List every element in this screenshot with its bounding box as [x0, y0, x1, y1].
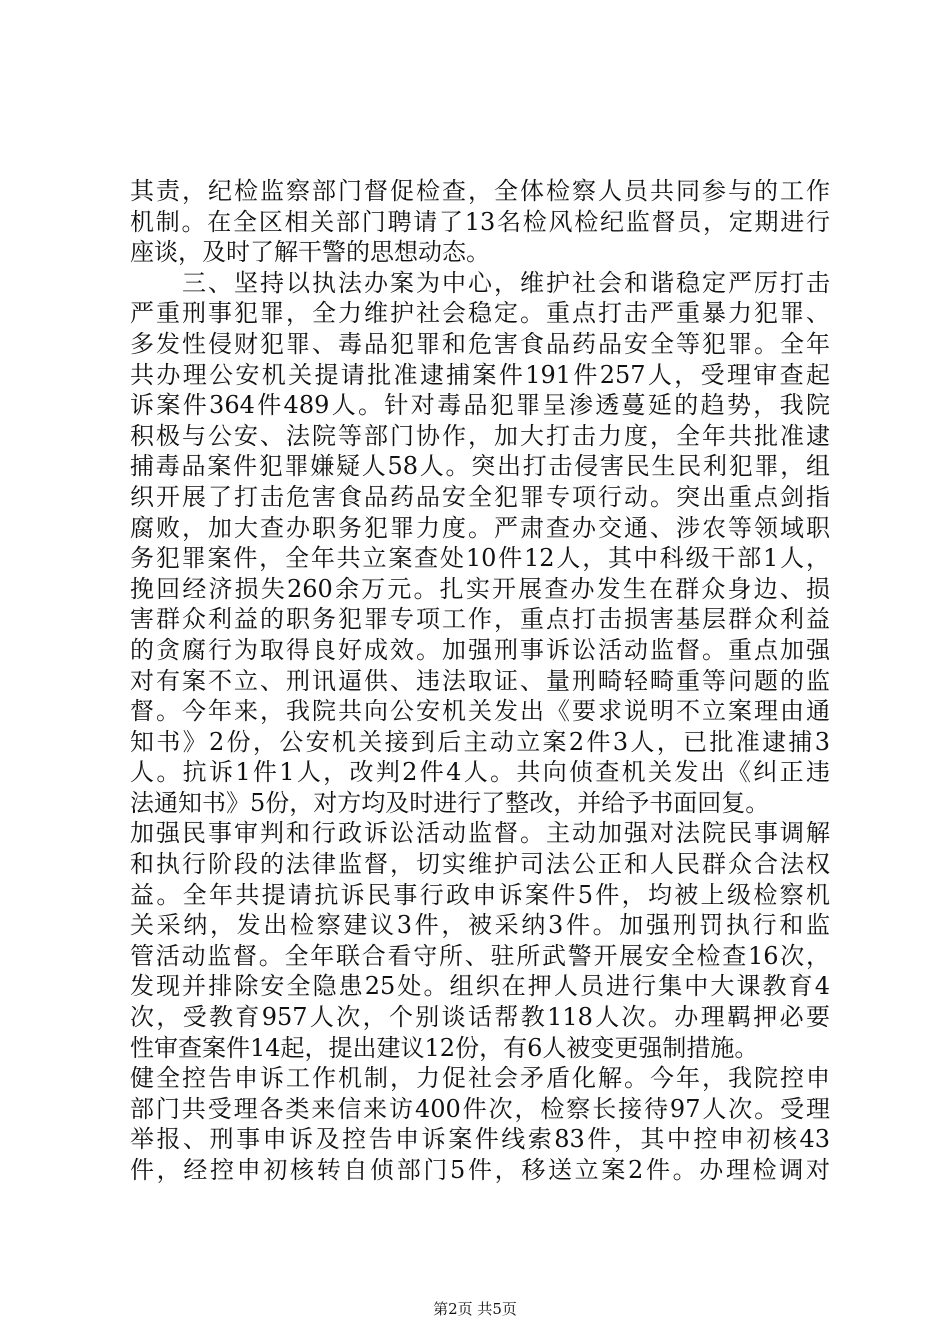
- text-line: 机制。在全区相关部门聘请了13名检风检纪监督员，定期进行: [130, 207, 830, 236]
- text-line: 益。全年共提请抗诉民事行政申诉案件5件，均被上级检察机: [130, 880, 830, 909]
- text-line: 多发性侵财犯罪、毒品犯罪和危害食品药品安全等犯罪。全年: [130, 329, 830, 358]
- text-line: 发现并排除安全隐患25处。组织在押人员进行集中大课教育4: [130, 972, 830, 1001]
- text-line: 共办理公安机关提请批准逮捕案件191件257人，受理审查起: [130, 360, 830, 389]
- text-line: 举报、刑事申诉及控告申诉案件线索83件，其中控申初核43: [130, 1125, 830, 1154]
- text-line: 次，受教育957人次，个别谈话帮教118人次。办理羁押必要: [130, 1003, 830, 1032]
- text-line: 人。抗诉1件1人，改判2件4人。共向侦查机关发出《纠正违: [130, 758, 830, 787]
- text-line: 知书》2份，公安机关接到后主动立案2件3人，已批准逮捕3: [130, 727, 830, 756]
- text-line: 的贪腐行为取得良好成效。加强刑事诉讼活动监督。重点加强: [130, 635, 830, 664]
- text-line: 诉案件364件489人。针对毒品犯罪呈渗透蔓延的趋势，我院: [130, 391, 830, 420]
- text-line: 三、坚持以执法办案为中心，维护社会和谐稳定严厉打击: [130, 268, 830, 297]
- text-line: 其责，纪检监察部门督促检查，全体检察人员共同参与的工作: [130, 177, 830, 205]
- text-line: 关采纳，发出检察建议3件，被采纳3件。加强刑罚执行和监: [130, 911, 830, 940]
- text-line: 健全控告申诉工作机制，力促社会矛盾化解。今年，我院控申: [130, 1064, 830, 1093]
- text-line: 严重刑事犯罪，全力维护社会稳定。重点打击严重暴力犯罪、: [130, 299, 830, 328]
- text-line: 管活动监督。全年联合看守所、驻所武警开展安全检查16次，: [130, 941, 830, 970]
- text-line: 积极与公安、法院等部门协作，加大打击力度，全年共批准逮: [130, 421, 830, 450]
- text-line: 腐败，加大查办职务犯罪力度。严肃查办交通、涉农等领域职: [130, 513, 830, 542]
- text-line: 和执行阶段的法律监督，切实维护司法公正和人民群众合法权: [130, 850, 830, 879]
- text-line: 加强民事审判和行政诉讼活动监督。主动加强对法院民事调解: [130, 819, 830, 848]
- text-line: 织开展了打击危害食品药品安全犯罪专项行动。突出重点剑指: [130, 482, 830, 511]
- text-line: 性审查案件14起，提出建议12份，有6人被变更强制措施。: [130, 1033, 759, 1062]
- text-line: 务犯罪案件，全年共立案查处10件12人，其中科级干部1人，: [130, 544, 830, 573]
- text-line: 部门共受理各类来信来访400件次，检察长接待97人次。受理: [130, 1094, 830, 1123]
- text-line: 法通知书》5份，对方均及时进行了整改，并给予书面回复。: [130, 788, 770, 817]
- text-line: 对有案不立、刑讯逼供、违法取证、量刑畸轻畸重等问题的监: [130, 666, 830, 695]
- text-line: 捕毒品案件犯罪嫌疑人58人。突出打击侵害民生民利犯罪，组: [130, 452, 830, 481]
- text-line: 挽回经济损失260余万元。扎实开展查办发生在群众身边、损: [130, 574, 830, 603]
- text-line: 件，经控申初核转自侦部门5件，移送立案2件。办理检调对: [130, 1156, 830, 1184]
- text-line: 害群众利益的职务犯罪专项工作，重点打击损害基层群众利益: [130, 605, 830, 634]
- text-line: 督。今年来，我院共向公安机关发出《要求说明不立案理由通: [130, 697, 830, 726]
- document-body: [130, 176, 830, 1186]
- text-line: 座谈，及时了解干警的思想动态。: [130, 238, 490, 267]
- page-footer: 第2页 共5页: [433, 1300, 517, 1318]
